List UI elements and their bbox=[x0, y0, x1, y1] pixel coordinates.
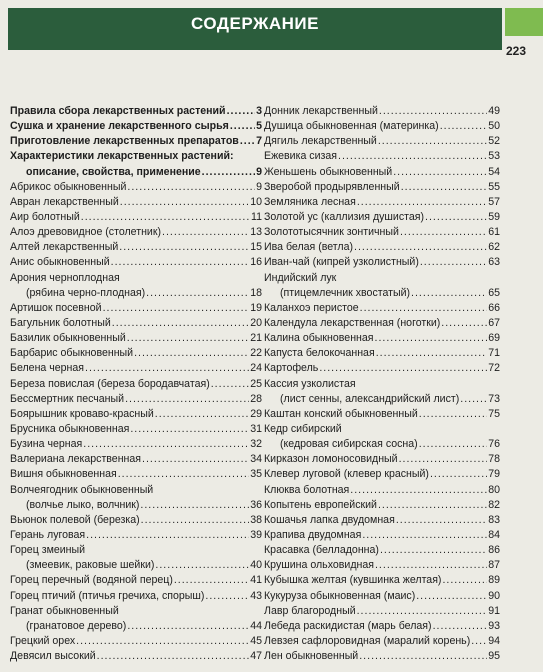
toc-entry[interactable] bbox=[10, 165, 262, 180]
toc-entry[interactable] bbox=[10, 498, 262, 513]
toc-entry-title: Клевер луговой (клевер красный) bbox=[264, 468, 429, 481]
toc-entry-page: 44 bbox=[250, 619, 262, 632]
toc-entry-page: 29 bbox=[250, 407, 262, 420]
toc-entry[interactable] bbox=[264, 407, 500, 422]
toc-entry-title: Кошачья лапка двудомная bbox=[264, 513, 395, 526]
dot-leader bbox=[441, 316, 487, 331]
toc-entry-heading[interactable]: Арония черноплодная bbox=[10, 271, 120, 284]
toc-entry-title: Лавр благородный bbox=[264, 604, 356, 617]
toc-entry-page: 11 bbox=[251, 210, 262, 223]
toc-entry-title: Алоэ древовидное (столетник) bbox=[10, 226, 161, 239]
dot-leader bbox=[357, 195, 487, 210]
toc-entry[interactable] bbox=[10, 331, 262, 346]
toc-entry-heading[interactable]: Кедр сибирский bbox=[264, 422, 342, 435]
toc-entry-page: 49 bbox=[488, 105, 500, 117]
toc-entry-page: 31 bbox=[250, 422, 262, 435]
dot-leader bbox=[440, 119, 488, 134]
toc-entry-title: Анис обыкновенный bbox=[10, 256, 110, 269]
toc-entry-title: Береза повислая (береза бородавчатая) bbox=[10, 377, 210, 390]
dot-leader bbox=[399, 452, 488, 467]
dot-leader bbox=[375, 331, 488, 346]
toc-entry-page: 86 bbox=[488, 544, 500, 557]
toc-entry-title: Крушина ольховидная bbox=[264, 559, 374, 572]
toc-entry[interactable] bbox=[10, 392, 262, 407]
toc-entry[interactable] bbox=[264, 452, 500, 467]
toc-entry-page: 41 bbox=[250, 574, 262, 587]
toc-entry-title: Донник лекарственный bbox=[264, 105, 378, 117]
dot-leader bbox=[378, 134, 487, 149]
toc-entry[interactable] bbox=[264, 240, 500, 255]
toc-entry-title: Клюква болотная bbox=[264, 483, 350, 496]
toc-entry-page: 80 bbox=[488, 483, 500, 496]
toc-entry[interactable] bbox=[10, 437, 262, 452]
toc-entry[interactable] bbox=[264, 165, 500, 180]
dot-leader bbox=[380, 543, 487, 558]
toc-entry-title: Женьшень обыкновенный bbox=[264, 165, 393, 178]
toc-entry-title: Брусника обыкновенная bbox=[10, 422, 130, 435]
dot-leader bbox=[103, 301, 250, 316]
toc-entry[interactable] bbox=[264, 498, 500, 513]
toc-entry-title: Валериана лекарственная bbox=[10, 453, 142, 466]
toc-entry-title: Кубышка желтая (кувшинка желтая) bbox=[264, 574, 442, 587]
dot-leader bbox=[416, 589, 487, 604]
toc-entry-heading[interactable]: Кассия узколистая bbox=[264, 377, 356, 390]
toc-entry-title: Левзея сафлоровидная (маралий корень) bbox=[264, 634, 471, 647]
toc-entry-page: 40 bbox=[250, 559, 262, 572]
toc-entry-page: 89 bbox=[488, 574, 500, 587]
toc-entry-title: Золототысячник зонтичный bbox=[264, 226, 399, 239]
toc-entry-heading[interactable]: Индийский лук bbox=[264, 271, 337, 284]
dot-leader bbox=[354, 240, 487, 255]
toc-entry-title: Базилик обыкновенный bbox=[10, 332, 126, 345]
dot-leader bbox=[155, 558, 249, 573]
toc-entry-title: Грецкий орех bbox=[10, 634, 76, 647]
toc-entry-title: Приготовление лекарственных препаратов bbox=[10, 135, 239, 148]
toc-entry-title: Лебеда раскидистая (марь белая) bbox=[264, 619, 432, 632]
toc-entry-heading[interactable]: Горец змеиный bbox=[10, 544, 86, 557]
toc-entry-page: 28 bbox=[250, 392, 262, 405]
toc-entry-page: 19 bbox=[250, 301, 262, 314]
toc-entry-title: (гранатовое дерево) bbox=[26, 619, 127, 632]
toc-entry[interactable] bbox=[264, 634, 500, 649]
toc-entry[interactable] bbox=[10, 134, 262, 149]
dot-leader bbox=[119, 240, 249, 255]
toc-entry-title: (волчье лыко, волчник) bbox=[26, 498, 140, 511]
dot-leader bbox=[111, 255, 250, 270]
toc-entry-page: 91 bbox=[488, 604, 500, 617]
toc-entry-page: 67 bbox=[488, 316, 500, 329]
toc-entry[interactable] bbox=[264, 361, 500, 376]
toc-entry-page: 95 bbox=[488, 650, 500, 663]
corner-accent bbox=[505, 8, 543, 36]
dot-leader bbox=[227, 104, 256, 119]
dot-leader bbox=[155, 407, 249, 422]
dot-leader bbox=[127, 619, 249, 634]
toc-entry-page: 5 bbox=[256, 120, 262, 133]
toc-entry-page: 54 bbox=[488, 165, 500, 178]
dot-leader bbox=[134, 346, 249, 361]
toc-entry-title: Копытень европейский bbox=[264, 498, 377, 511]
toc-entry-heading[interactable]: Характеристики лекарственных растений: bbox=[10, 150, 234, 163]
toc-entry-title: Иван-чай (кипрей узколистный) bbox=[264, 256, 419, 269]
toc-entry[interactable] bbox=[264, 392, 500, 407]
toc-entry-page: 71 bbox=[488, 347, 500, 360]
dot-leader bbox=[81, 210, 250, 225]
toc-entry[interactable] bbox=[264, 225, 500, 240]
toc-entry[interactable] bbox=[264, 255, 500, 270]
dot-leader bbox=[442, 573, 487, 588]
dot-leader bbox=[419, 437, 488, 452]
dot-leader bbox=[425, 210, 487, 225]
toc-entry[interactable] bbox=[10, 619, 262, 634]
toc-entry-title: Капуста белокочанная bbox=[264, 347, 375, 360]
toc-entry[interactable] bbox=[264, 180, 500, 195]
toc-entry-title: Бузина черная bbox=[10, 438, 83, 451]
toc-entry-title: Артишок посевной bbox=[10, 301, 102, 314]
dot-leader bbox=[86, 528, 249, 543]
toc-entry-page: 21 bbox=[250, 332, 262, 345]
toc-entry-page: 61 bbox=[488, 226, 500, 239]
toc-entry[interactable] bbox=[264, 286, 500, 301]
toc-entry-title: Ежевика сизая bbox=[264, 150, 337, 163]
toc-entry-page: 32 bbox=[250, 438, 262, 451]
dot-leader bbox=[460, 392, 487, 407]
toc-entry-page: 13 bbox=[250, 226, 262, 239]
toc-entry-page: 45 bbox=[250, 634, 262, 647]
toc-entry-page: 83 bbox=[488, 513, 500, 526]
toc-entry[interactable] bbox=[10, 195, 262, 210]
toc-entry-page: 53 bbox=[488, 150, 500, 163]
toc-entry-page: 76 bbox=[488, 438, 500, 451]
toc-entry-page: 43 bbox=[250, 589, 262, 602]
dot-leader bbox=[205, 589, 249, 604]
toc-entry-title: (птицемлечник хвостатый) bbox=[280, 286, 411, 299]
dot-leader bbox=[140, 498, 249, 513]
toc-entry[interactable] bbox=[264, 649, 500, 664]
toc-entry-page: 52 bbox=[488, 135, 500, 148]
toc-entry[interactable] bbox=[10, 558, 262, 573]
toc-entry-title: Кукуруза обыкновенная (маис) bbox=[264, 589, 416, 602]
dot-leader bbox=[401, 180, 488, 195]
toc-entry-page: 90 bbox=[488, 589, 500, 602]
dot-leader bbox=[375, 558, 487, 573]
dot-leader bbox=[230, 119, 255, 134]
dot-leader bbox=[350, 483, 487, 498]
toc-entry[interactable] bbox=[10, 513, 262, 528]
dot-leader bbox=[127, 180, 255, 195]
dot-leader bbox=[419, 407, 487, 422]
toc-entry[interactable] bbox=[10, 361, 262, 376]
toc-entry-title: (рябина черно-плодная) bbox=[26, 286, 146, 299]
toc-right-column bbox=[264, 104, 500, 664]
toc-entry-page: 25 bbox=[250, 377, 262, 390]
toc-entry-page: 87 bbox=[488, 559, 500, 572]
toc-entry-title: Бессмертник песчаный bbox=[10, 392, 125, 405]
toc-entry-title: Алтей лекарственный bbox=[10, 241, 119, 254]
toc-entry[interactable] bbox=[264, 331, 500, 346]
toc-entry-page: 75 bbox=[488, 407, 500, 420]
toc-entry-page: 20 bbox=[250, 316, 262, 329]
toc-entry-title: Вишня обыкновенная bbox=[10, 468, 117, 481]
dot-leader bbox=[411, 286, 487, 301]
toc-entry-title: Календула лекарственная (ноготки) bbox=[264, 316, 441, 329]
dot-leader bbox=[125, 392, 249, 407]
dot-leader bbox=[319, 361, 487, 376]
toc-entry-title: (лист сенны, александрийский лист) bbox=[280, 392, 460, 405]
toc-entry-title: Ива белая (ветла) bbox=[264, 241, 353, 254]
toc-entry-title: Герань луговая bbox=[10, 528, 86, 541]
toc-entry[interactable] bbox=[264, 619, 500, 634]
toc-entry-page: 50 bbox=[488, 120, 500, 133]
toc-entry-title: Барбарис обыкновенный bbox=[10, 347, 134, 360]
toc-entry-page: 55 bbox=[488, 180, 500, 193]
toc-entry[interactable] bbox=[264, 543, 500, 558]
toc-entry[interactable] bbox=[264, 149, 500, 164]
toc-entry-page: 72 bbox=[488, 362, 500, 375]
toc-entry[interactable] bbox=[10, 240, 262, 255]
toc-entry[interactable] bbox=[264, 528, 500, 543]
toc-entry-title: Абрикос обыкновенный bbox=[10, 180, 127, 193]
toc-entry[interactable] bbox=[10, 452, 262, 467]
toc-entry-title: Авран лекарственный bbox=[10, 195, 119, 208]
toc-entry-title: Аир болотный bbox=[10, 210, 80, 223]
toc-entry-title: Золотой ус (каллизия душистая) bbox=[264, 210, 425, 223]
toc-entry-title: Белена черная bbox=[10, 362, 85, 375]
toc-entry-page: 94 bbox=[488, 634, 500, 647]
dot-leader bbox=[338, 149, 487, 164]
toc-entry-title: Правила сбора лекарственных растений bbox=[10, 105, 226, 117]
toc-entry[interactable] bbox=[264, 316, 500, 331]
toc-entry-page: 69 bbox=[488, 332, 500, 345]
toc-entry-page: 59 bbox=[488, 210, 500, 223]
toc-entry-title: Калина обыкновенная bbox=[264, 332, 374, 345]
toc-entry-title: Лен обыкновенный bbox=[264, 650, 359, 663]
dot-leader bbox=[162, 225, 249, 240]
toc-entry-title: Багульник болотный bbox=[10, 316, 111, 329]
toc-entry-heading[interactable]: Волчеягодник обыкновенный bbox=[10, 483, 154, 496]
toc-entry[interactable] bbox=[10, 649, 262, 664]
toc-entry[interactable] bbox=[10, 589, 262, 604]
toc-entry-page: 66 bbox=[488, 301, 500, 314]
toc-entry-title: Вьюнок полевой (березка) bbox=[10, 513, 140, 526]
dot-leader bbox=[471, 634, 487, 649]
toc-entry[interactable] bbox=[10, 377, 262, 392]
dot-leader bbox=[146, 286, 249, 301]
toc-entry-title: (кедровая сибирская сосна) bbox=[280, 438, 418, 451]
toc-entry[interactable] bbox=[10, 286, 262, 301]
toc-entry-page: 36 bbox=[250, 498, 262, 511]
toc-entry-title: Зверобой продырявленный bbox=[264, 180, 400, 193]
toc-entry[interactable] bbox=[264, 589, 500, 604]
toc-entry[interactable] bbox=[264, 104, 500, 119]
toc-entry-title: Боярышник кроваво-красный bbox=[10, 407, 154, 420]
dot-leader bbox=[378, 498, 487, 513]
dot-leader bbox=[211, 377, 249, 392]
toc-entry[interactable] bbox=[264, 134, 500, 149]
toc-entry-page: 9 bbox=[256, 165, 262, 178]
toc-entry[interactable] bbox=[10, 180, 262, 195]
toc-entry[interactable] bbox=[10, 225, 262, 240]
toc-entry-page: 10 bbox=[250, 195, 262, 208]
toc-entry-page: 38 bbox=[250, 513, 262, 526]
toc-entry-title: (змеевик, раковые шейки) bbox=[26, 559, 155, 572]
toc-entry[interactable] bbox=[264, 437, 500, 452]
toc-entry-title: описание, свойства, применение bbox=[26, 165, 201, 178]
dot-leader bbox=[118, 467, 250, 482]
toc-entry[interactable] bbox=[264, 210, 500, 225]
dot-leader bbox=[83, 437, 249, 452]
toc-entry[interactable] bbox=[10, 255, 262, 270]
toc-entry[interactable] bbox=[264, 483, 500, 498]
dot-leader bbox=[120, 195, 249, 210]
dot-leader bbox=[240, 134, 255, 149]
toc-entry-title: Крапива двудомная bbox=[264, 528, 362, 541]
toc-entry-page: 39 bbox=[250, 528, 262, 541]
toc-entry[interactable] bbox=[10, 467, 262, 482]
toc-entry-page: 9 bbox=[256, 180, 262, 193]
dot-leader bbox=[430, 467, 487, 482]
toc-entry-title: Дягиль лекарственный bbox=[264, 135, 377, 148]
dot-leader bbox=[359, 649, 487, 664]
dot-leader bbox=[362, 528, 487, 543]
toc-entry-page: 35 bbox=[250, 468, 262, 481]
toc-entry[interactable] bbox=[10, 573, 262, 588]
toc-entry-title: Картофель bbox=[264, 362, 319, 375]
toc-entry[interactable] bbox=[264, 467, 500, 482]
dot-leader bbox=[142, 452, 249, 467]
toc-entry[interactable] bbox=[10, 422, 262, 437]
toc-entry-title: Душица обыкновенная (материнка) bbox=[264, 120, 439, 133]
toc-entry[interactable] bbox=[10, 119, 262, 134]
dot-leader bbox=[396, 513, 487, 528]
toc-entry[interactable] bbox=[10, 210, 262, 225]
toc-entry[interactable] bbox=[264, 301, 500, 316]
dot-leader bbox=[130, 422, 249, 437]
toc-left-column bbox=[10, 104, 262, 664]
page-number: 223 bbox=[506, 44, 527, 58]
toc-entry[interactable] bbox=[264, 604, 500, 619]
toc-entry-page: 24 bbox=[250, 362, 262, 375]
dot-leader bbox=[112, 316, 249, 331]
toc-entry-page: 79 bbox=[488, 468, 500, 481]
toc-entry-page: 57 bbox=[488, 195, 500, 208]
toc-entry-page: 47 bbox=[250, 650, 262, 663]
toc-entry-page: 93 bbox=[488, 619, 500, 632]
dot-leader bbox=[141, 513, 250, 528]
toc-entry-page: 18 bbox=[250, 286, 262, 299]
dot-leader bbox=[127, 331, 249, 346]
toc-entry-page: 15 bbox=[250, 241, 262, 254]
toc-entry-title: Красавка (белладонна) bbox=[264, 544, 379, 557]
dot-leader bbox=[85, 361, 249, 376]
toc-entry-page: 7 bbox=[256, 135, 262, 148]
toc-entry-title: Горец перечный (водяной перец) bbox=[10, 574, 173, 587]
toc-entry-title: Сушка и хранение лекарственного сырья bbox=[10, 120, 229, 133]
toc-entry[interactable] bbox=[10, 301, 262, 316]
toc-entry-page: 62 bbox=[488, 241, 500, 254]
toc-entry-title: Девясил высокий bbox=[10, 650, 96, 663]
toc-entry-page: 3 bbox=[256, 105, 262, 117]
dot-leader bbox=[393, 165, 487, 180]
toc-entry-page: 16 bbox=[250, 256, 262, 269]
dot-leader bbox=[357, 604, 488, 619]
toc-entry[interactable] bbox=[10, 346, 262, 361]
toc-entry[interactable] bbox=[264, 119, 500, 134]
toc-entry-page: 34 bbox=[250, 453, 262, 466]
toc-entry[interactable] bbox=[264, 513, 500, 528]
dot-leader bbox=[420, 255, 487, 270]
dot-leader bbox=[360, 301, 488, 316]
dot-leader bbox=[202, 165, 255, 180]
toc-entry[interactable] bbox=[10, 407, 262, 422]
toc-entry-heading[interactable]: Гранат обыкновенный bbox=[10, 604, 119, 617]
toc-entry[interactable] bbox=[264, 195, 500, 210]
toc-entry-title: Горец птичий (птичья гречиха, спорыш) bbox=[10, 589, 205, 602]
dot-leader bbox=[76, 634, 249, 649]
toc-entry[interactable] bbox=[10, 104, 262, 119]
dot-leader bbox=[400, 225, 487, 240]
dot-leader bbox=[376, 346, 488, 361]
toc-entry[interactable] bbox=[10, 634, 262, 649]
dot-leader bbox=[97, 649, 250, 664]
toc-entry[interactable] bbox=[264, 346, 500, 361]
toc-entry[interactable] bbox=[10, 528, 262, 543]
toc-entry[interactable] bbox=[264, 573, 500, 588]
toc-entry-title: Кирказон ломоносовидный bbox=[264, 453, 398, 466]
toc-entry[interactable] bbox=[264, 558, 500, 573]
dot-leader bbox=[379, 104, 487, 119]
page-title: СОДЕРЖАНИЕ bbox=[191, 14, 319, 33]
dot-leader bbox=[174, 573, 249, 588]
toc-entry-title: Каланхоэ перистое bbox=[264, 301, 359, 314]
dot-leader bbox=[433, 619, 488, 634]
toc-entry-page: 65 bbox=[488, 286, 500, 299]
toc-entry-page: 63 bbox=[488, 256, 500, 269]
toc-entry-page: 22 bbox=[250, 347, 262, 360]
toc-entry-page: 84 bbox=[488, 528, 500, 541]
toc-entry-title: Каштан конский обыкновенный bbox=[264, 407, 418, 420]
toc-entry[interactable] bbox=[10, 316, 262, 331]
toc-entry-title: Земляника лесная bbox=[264, 195, 356, 208]
toc-entry-page: 82 bbox=[488, 498, 500, 511]
toc-entry-page: 78 bbox=[488, 453, 500, 466]
toc-entry-page: 73 bbox=[488, 392, 500, 405]
